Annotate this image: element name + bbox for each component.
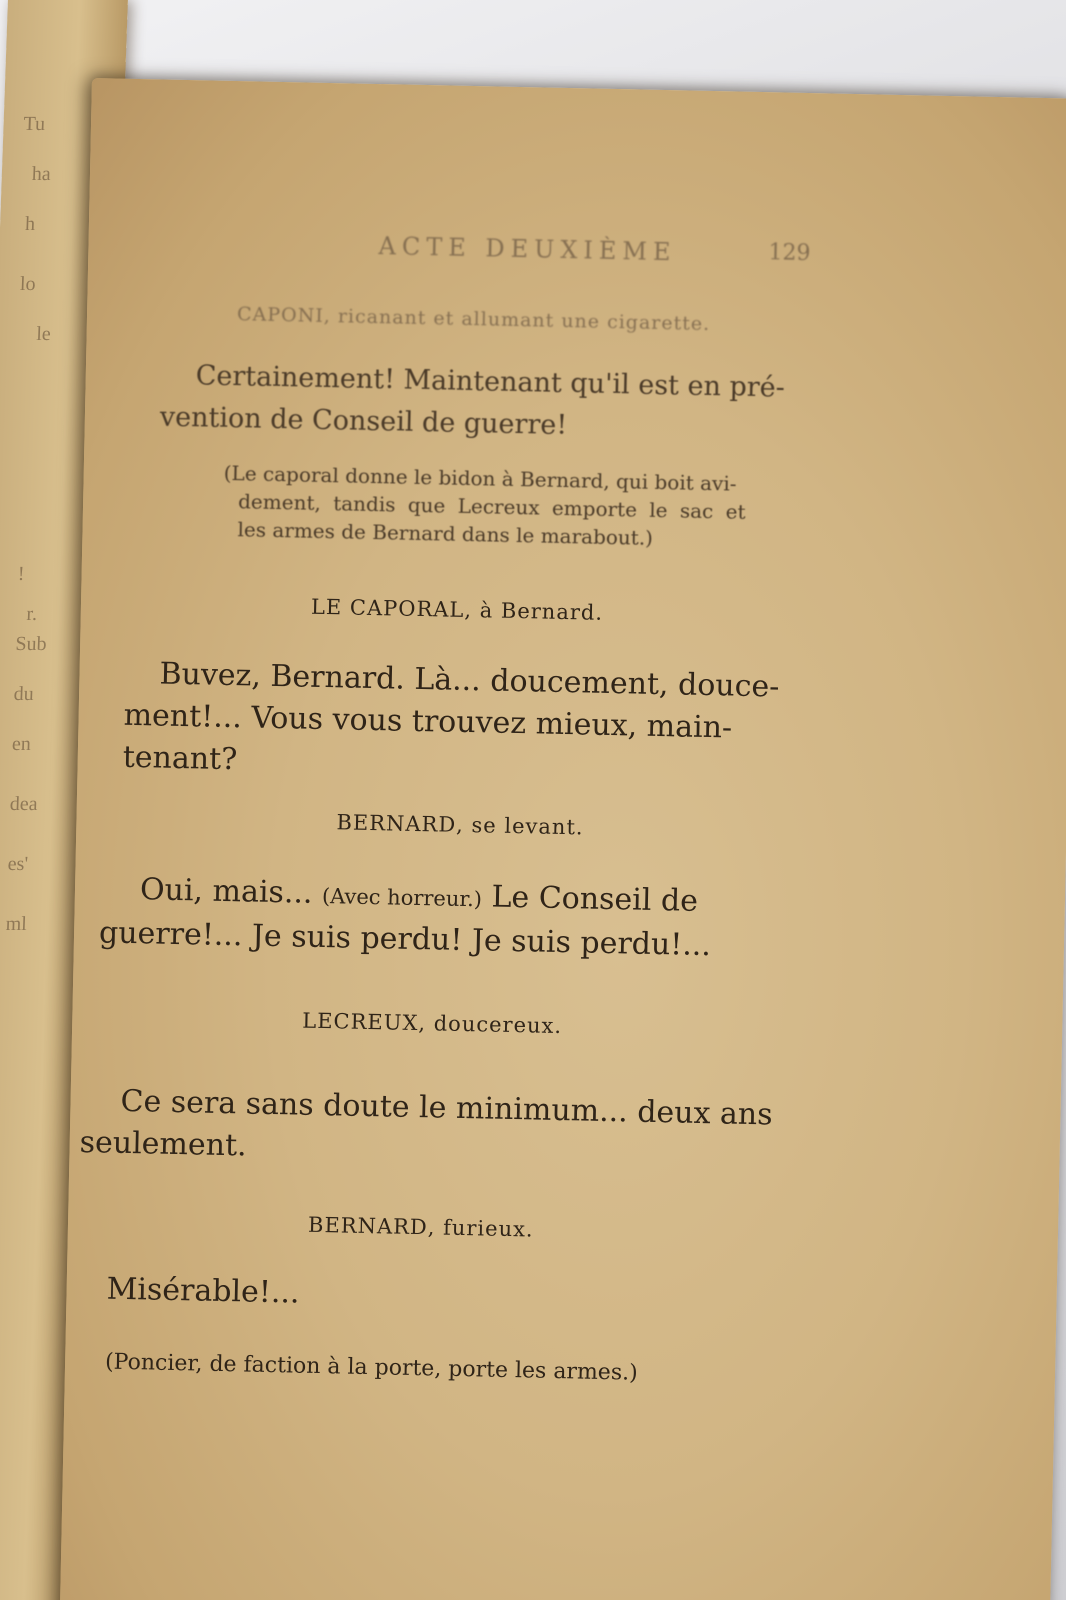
stage-direction: , ricanant et allumant une cigarette. — [323, 304, 711, 335]
speech-line: Ce sera sans doute le minimum... deux ans — [120, 1083, 773, 1133]
speech-fragment: Oui, mais... — [139, 872, 323, 911]
speech-line: seulement. — [79, 1124, 247, 1164]
speech-line: Certainement! Maintenant qu'il est en pré- — [195, 360, 786, 404]
speech-line: Misérable!... — [106, 1271, 300, 1311]
bleed-line: dea — [9, 793, 39, 815]
stage-direction: , à Bernard. — [464, 597, 604, 625]
speech-line: vention de Conseil de guerre! — [159, 401, 568, 442]
bleed-line: es' — [7, 853, 29, 875]
bleed-line: ! — [17, 563, 25, 585]
bleed-line: lo — [19, 273, 36, 295]
stage-direction: , furieux. — [427, 1215, 534, 1242]
speech-line: tenant? — [122, 739, 238, 778]
speech-fragment: Le Conseil de — [481, 879, 699, 919]
speech-line: ment!... Vous vous trouvez mieux, main- — [123, 697, 733, 746]
speech-line: guerre!... Je suis perdu! Je suis perdu!... — [98, 915, 712, 964]
bleed-line: le — [35, 323, 52, 345]
bleed-line: r. — [26, 603, 38, 625]
running-header-title: ACTE DEUXIÈME — [378, 232, 677, 267]
book-page — [59, 78, 1066, 1600]
speaker-name: BERNARD — [336, 810, 457, 837]
bleed-line: du — [13, 683, 35, 705]
speaker-heading — [237, 303, 711, 335]
stage-direction-line: (Le caporal donne le bidon à Bernard, qui boit avi- — [223, 460, 737, 496]
speaker-name: CAPONI — [236, 303, 325, 327]
speaker-heading — [308, 1213, 534, 1242]
speaker-heading — [336, 810, 584, 839]
speaker-heading — [311, 595, 604, 625]
stage-direction-line: dement, tandis que Lecreux emporte le sac et — [237, 489, 746, 524]
bleed-line: en — [11, 733, 32, 755]
stage-direction-line: les armes de Bernard dans le marabout.) — [237, 517, 654, 550]
bleed-line: Sub — [15, 633, 47, 655]
speech-line: Buvez, Bernard. Là... doucement, douce- — [159, 656, 780, 705]
inline-stage-direction: (Avec horreur.) — [321, 883, 483, 912]
stage-direction: , se levant. — [455, 812, 584, 840]
bleed-line: ml — [5, 913, 28, 935]
bleed-line: Tu — [23, 113, 46, 135]
stage-direction: , doucereux. — [418, 1011, 563, 1039]
speaker-heading — [302, 1009, 562, 1038]
bleed-line: ha — [31, 163, 52, 185]
bleed-line: h — [24, 213, 36, 235]
speaker-name: LE CAPORAL — [310, 594, 465, 622]
speaker-name: LECREUX — [302, 1008, 419, 1036]
stage-direction-line: (Poncier, de faction à la porte, porte les armes.) — [104, 1349, 638, 1386]
page-number: 129 — [768, 240, 811, 267]
speaker-name: BERNARD — [307, 1212, 429, 1240]
